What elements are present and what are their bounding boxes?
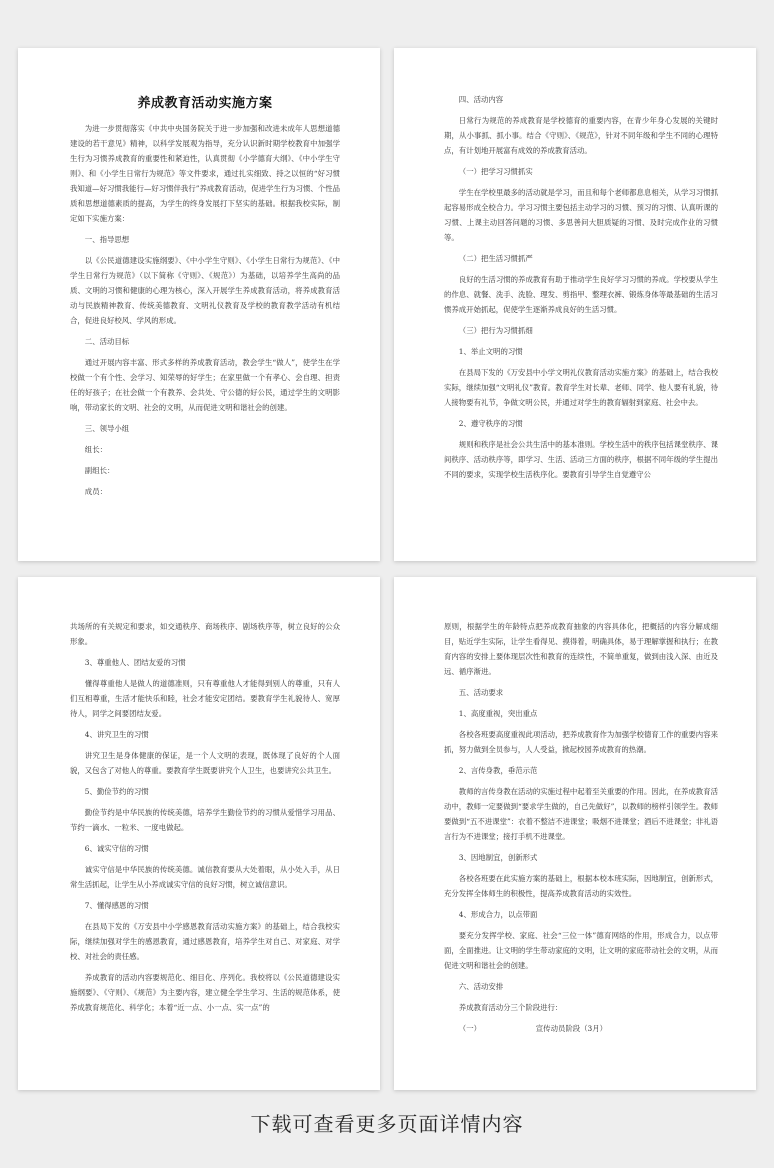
item-heading: 4、形成合力，以点带面 (458, 910, 538, 919)
paragraph: 要充分发挥学校、家庭、社会“三位一体”德育网络的作用，形成合力，以点带面，全面推进。让文明的学生带动家庭的文明，让文明的家庭带动社会的文明，从而促进文明和谐社会的创建。 (444, 931, 718, 970)
section-heading: 一、指导思想 (84, 235, 130, 244)
document-page-4 (394, 577, 756, 1090)
paragraph: 讲究卫生是身体健康的保证，是一个人文明的表现，既体现了良好的个人面貌，又包含了对他人的尊重。要教育学生既要讲究个人卫生，也要讲究公共卫生。 (70, 751, 340, 775)
paragraph: 诚实守信是中华民族的传统美德。诚信教育要从大处着眼，从小处入手，从日常生活抓起，让学生从小养成诚实守信的良好习惯，树立诚信意识。 (70, 865, 340, 889)
item-heading: 1、举止文明的习惯 (458, 347, 523, 356)
item-heading: 7、懂得感恩的习惯 (84, 901, 149, 910)
stage-name: 宣传动员阶段（3月） (535, 1024, 607, 1033)
section-heading: 六、活动安排 (458, 982, 504, 991)
vice-leader-line: 副组长： (84, 466, 115, 475)
document-page-2 (394, 48, 756, 561)
subsection-heading: （一）把学习习惯抓实 (458, 167, 533, 176)
document-page-1 (18, 48, 380, 561)
document-page-3 (18, 577, 380, 1090)
paragraph: 养成教育的活动内容要规范化、细目化、序列化。我校将以《公民道德建设实施纲要》、《守则》、《规范》为主要内容，建立健全学生学习、生活的规范体系，使养成教育规范化、科学化；本着“近一点、小一点、实一点”的 (70, 973, 340, 1012)
paragraph: 勤俭节约是中华民族的传统美德，培养学生勤俭节约的习惯从爱惜学习用品、节约一滴水、一粒米、一度电做起。 (70, 808, 340, 832)
item-heading: 2、遵守秩序的习惯 (458, 419, 523, 428)
paragraph: 以《公民道德建设实施纲要》、《中小学生守则》、《小学生日常行为规范》、《中学生日常行为规范》（以下简称《守则》、《规范》）为基础，以培养学生高尚的品质、文明的习惯和健康的心理为核心，深入开展学生养成教育活动，将养成教育活动与民族精神教育、传统美德教育、文明礼仪教育及学校的教育教学活动有机结合，促进良好校风、学风的形成。 (70, 256, 340, 325)
section-heading: 五、活动要求 (458, 688, 504, 697)
paragraph: 日常行为规范的养成教育是学校德育的重要内容，在青少年身心发展的关键时期，从小事抓、抓小事。结合《守则》、《规范》，针对不同年级和学生不同的心理特点，有计划地开展富有成效的养成教育活动。 (444, 116, 718, 155)
paragraph: 各校各班要高度重视此项活动，把养成教育作为加强学校德育工作的重要内容来抓，努力做到全员参与，人人受益，掀起校园养成教育的热潮。 (444, 730, 718, 754)
section-heading: 二、活动目标 (84, 337, 130, 346)
paragraph: 各校各班要在此实施方案的基础上，根据本校本班实际，因地制宜，创新形式，充分发挥全体师生的积极性，提高养成教育活动的实效性。 (444, 874, 718, 898)
paragraph: 教师的言传身教在活动的实施过程中起着至关重要的作用。因此，在养成教育活动中，教师一定要做到“要求学生做的，自己先做好”，以教师的榜样引领学生。教师要做到“五不进课堂”：衣着不整洁不进课堂；吸烟不进课堂；酒后不进课堂；非礼语言行为不进课堂；接打手机不进课堂。 (444, 787, 718, 841)
paragraph: 在县局下发的《万安县中小学文明礼仪教育活动实施方案》的基础上，结合我校实际，继续加强“文明礼仪”教育。教育学生对长辈、老师、同学、他人要有礼貌，待人接物要有礼节，争做文明公民，并通过对学生的教育辐射到家庭、社会中去。 (444, 368, 718, 407)
paragraph: 原则，根据学生的年龄特点把养成教育抽象的内容具体化，把概括的内容分解成细目，贴近学生实际，让学生看得见、摸得着，明确具体，易于理解掌握和执行；在教育内容的安排上要体现层次性和教育的连续性，不简单重复，做到由浅入深、由近及远、循序渐进。 (444, 622, 718, 676)
stage-number: （一） (458, 1024, 481, 1033)
download-more-text[interactable]: 下载可查看更多页面详情内容 (250, 1112, 524, 1136)
paragraph: 学生在学校里最多的活动就是学习，而且和每个老师都息息相关，从学习习惯抓起容易形成全校合力。学习习惯主要包括主动学习的习惯、预习的习惯、认真听课的习惯、上课主动回答问题的习惯、多思善问大胆质疑的习惯、及时完成作业的习惯等。 (444, 188, 718, 242)
paragraph: 通过开展内容丰富、形式多样的养成教育活动，教会学生“做人”，使学生在学校做一个有个性、会学习、知荣辱的好学生；在家里做一个有孝心、会自理、担责任的好孩子；在社会做一个有教养、会共处、守公德的好公民，通过学生的文明影响，带动家长的文明、社会的文明，从而促进文明和谐社会的创建。 (70, 358, 340, 412)
item-heading: 1、高度重视，突出重点 (458, 709, 538, 718)
item-heading: 6、诚实守信的习惯 (84, 844, 149, 853)
paragraph: 规则和秩序是社会公共生活中的基本准则。学校生活中的秩序包括课堂秩序、课间秩序、活动秩序等，即学习、生活、活动三方面的秩序，根据不同年级的学生提出不同的要求，实现学校生活秩序化。要教育引导学生自觉遵守公 (444, 440, 718, 479)
section-heading: 三、领导小组 (84, 424, 130, 433)
paragraph: 懂得尊重他人是做人的道德准则，只有尊重他人才能得到别人的尊重，只有人们互相尊重，生活才能快乐和睦，社会才能安定团结。要教育学生礼貌待人、宽厚待人，同学之间要团结友爱。 (70, 679, 340, 718)
section-heading: 四、活动内容 (458, 95, 504, 104)
paragraph: 良好的生活习惯的养成教育有助于推动学生良好学习习惯的养成。学校要从学生的作息、就餐、洗手、洗脸、理发、剪指甲、整理衣裤、锻炼身体等最基础的生活习惯养成开始抓起，促使学生逐渐养成良好的生活习惯。 (444, 275, 718, 314)
document-title: 养成教育活动实施方案 (137, 96, 273, 111)
stage-row (444, 1021, 718, 1036)
item-heading: 5、勤俭节约的习惯 (84, 787, 149, 796)
paragraph: 养成教育活动分三个阶段进行： (458, 1003, 563, 1012)
item-heading: 3、因地制宜，创新形式 (458, 853, 538, 862)
item-heading: 4、讲究卫生的习惯 (84, 730, 149, 739)
item-heading: 3、尊重他人、团结友爱的习惯 (84, 658, 186, 667)
intro-paragraph: 为进一步贯彻落实《中共中央国务院关于进一步加强和改进未成年人思想道德建设的若干意见》精神，以科学发展观为指导，充分认识新时期学校教育中加强学生行为习惯养成教育的重要性和紧迫性，认真贯彻《小学德育大纲》、《中小学生守则》、和《小学生日常行为规范》等文件要求，通过扎实细致、持之以恒的“好习惯我知道—好习惯我能行—好习惯伴我行”养成教育活动，促进学生行为习惯、个性品质和思想道德素质的提高，为学生的终身发展打下坚实的基础。根据我校实际，制定如下实施方案： (70, 124, 340, 223)
subsection-heading: （二）把生活习惯抓严 (458, 254, 533, 263)
members-line: 成员： (84, 487, 107, 496)
leader-line: 组长： (84, 445, 107, 454)
subsection-heading: （三）把行为习惯抓细 (458, 326, 533, 335)
paragraph: 在县局下发的《万安县中小学感恩教育活动实施方案》的基础上，结合我校实际，继续加强对学生的感恩教育，通过感恩教育，培养学生对自己、对家庭、对学校、对社会的责任感。 (70, 922, 340, 961)
paragraph: 共场所的有关规定和要求，如交通秩序、商场秩序、剧场秩序等，树立良好的公众形象。 (70, 622, 340, 646)
item-heading: 2、言传身教，垂范示范 (458, 766, 538, 775)
